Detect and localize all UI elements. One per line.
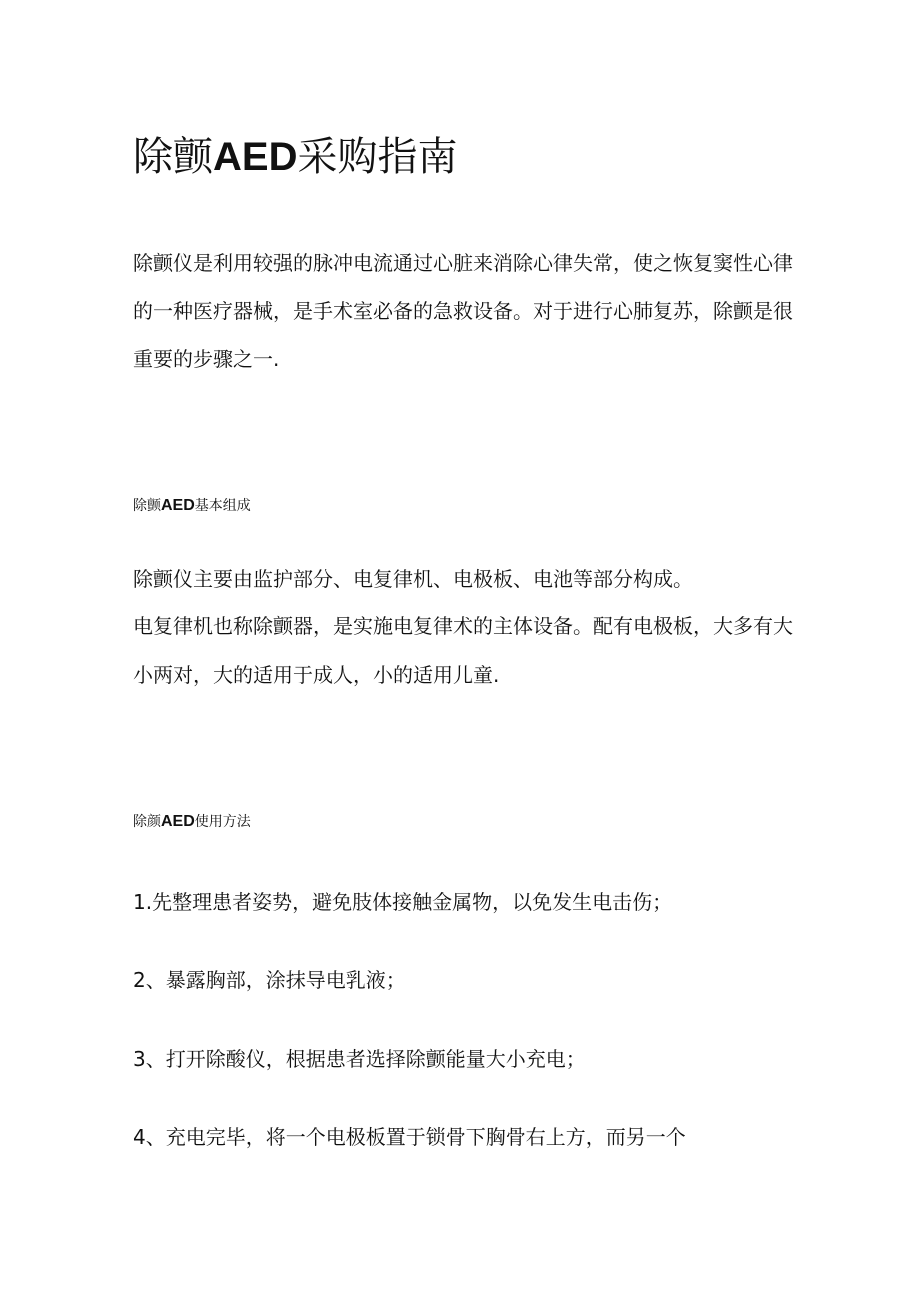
section1-heading-latin: AED [161, 497, 195, 514]
section1-line-1: 除颤仪主要由监护部分、电复律机、电极板、电池等部分构成。 [133, 567, 693, 591]
section1-line-2: 电复律机也称除颤器，是实施电复律术的主体设备。配有电极板，大多有大 [133, 614, 793, 638]
section1-heading [133, 497, 251, 515]
intro-line-3: 重要的步骤之一. [133, 347, 280, 371]
step-item-3: 3、打开除酸仪，根据患者选择除颤能量大小充电； [133, 1047, 586, 1071]
section2-heading-suffix: 使用方法 [194, 814, 251, 830]
section2-heading [133, 813, 251, 831]
intro-line-1: 除颤仪是利用较强的脉冲电流通过心脏来消除心律失常，使之恢复窦性心律 [133, 251, 793, 275]
title-latin: AED [213, 135, 298, 179]
section1-heading-prefix: 除颤 [133, 498, 161, 514]
title-prefix: 除颤 [133, 134, 213, 180]
section1-line-3: 小两对，大的适用于成人，小的适用儿童. [133, 663, 500, 687]
section2-heading-prefix: 除颜 [133, 814, 161, 830]
step-item-2: 2、暴露胸部，涂抹导电乳液； [133, 968, 406, 992]
section2-heading-latin: AED [161, 813, 195, 830]
intro-line-2: 的一种医疗器械，是手术室必备的急救设备。对于进行心肺复苏，除颤是很 [133, 299, 793, 323]
step-item-4: 4、充电完毕，将一个电极板置于锁骨下胸骨右上方，而另一个 [133, 1125, 686, 1149]
section1-heading-suffix: 基本组成 [194, 498, 251, 514]
document-title [133, 132, 457, 182]
step-item-1: 1.先整理患者姿势，避免肢体接触金属物，以免发生电击伤； [133, 890, 673, 914]
title-suffix: 采购指南 [297, 134, 458, 180]
